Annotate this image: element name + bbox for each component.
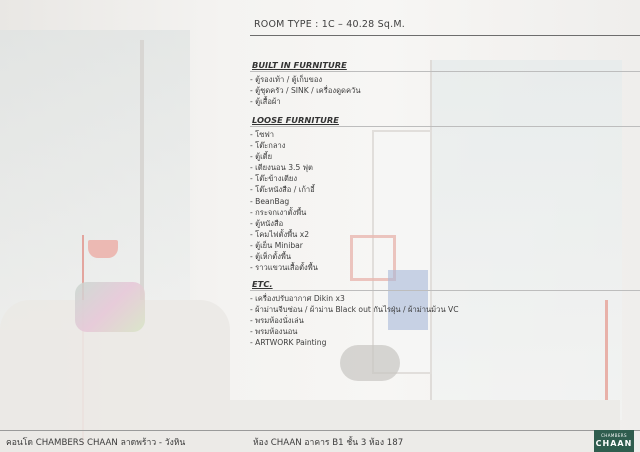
list-item: - ตู้เย็น Minibar xyxy=(250,240,303,250)
item-list xyxy=(250,74,640,107)
list-item: - ผ้าม่านจีบซ่อน / ผ้าม่าน Black out กันไรฝุ่น / ผ้าม่านม้วน VC xyxy=(250,305,459,315)
floor-lamp-shade xyxy=(88,240,118,258)
list-item: - กระจกเงาตั้งพื้น xyxy=(250,207,307,217)
item-list xyxy=(250,293,640,348)
section-title: LOOSE FURNITURE xyxy=(252,115,339,125)
section-built-in-furniture xyxy=(250,60,640,107)
section-loose-furniture xyxy=(250,115,640,273)
list-item: - พรมห้องนั่งเล่น xyxy=(250,316,304,326)
footer-project-name: คอนโด CHAMBERS CHAAN ลาดพร้าว - วังหิน xyxy=(6,438,186,448)
list-item: - ARTWORK Painting xyxy=(250,338,327,348)
list-item: - เครื่องปรับอากาศ Dikin x3 xyxy=(250,294,345,303)
list-item: - โต๊ะข้างเตียง xyxy=(250,174,298,184)
section-divider xyxy=(250,71,640,72)
section-title: ETC. xyxy=(252,279,273,289)
list-item: - BeanBag xyxy=(250,196,290,206)
window-frame xyxy=(140,40,144,300)
list-item: - โต๊ะหนังสือ / เก้าอี้ xyxy=(250,185,315,195)
list-item: - โต๊ะกลาง xyxy=(250,141,286,151)
list-item: - โซฟา xyxy=(250,130,275,139)
section-divider xyxy=(250,290,640,291)
item-list xyxy=(250,129,640,273)
footer-divider xyxy=(0,430,640,431)
room-type-title: ROOM TYPE : 1C – 40.28 Sq.M. xyxy=(254,19,405,30)
list-item: - เตียงนอน 3.5 ฟุต xyxy=(250,163,313,173)
footer-unit-location: ห้อง CHAAN อาคาร B1 ชั้น 3 ห้อง 187 xyxy=(253,438,404,448)
section-title: BUILT IN FURNITURE xyxy=(252,60,347,70)
logo-small-text: CHAMBERS xyxy=(601,433,627,438)
header-divider xyxy=(250,35,640,36)
section-divider xyxy=(250,126,640,127)
list-item: - ตู้รองเท้า / ตู้เก็บของ xyxy=(250,75,323,84)
list-item: - ตู้หนังสือ xyxy=(250,218,284,228)
chambers-chaan-logo xyxy=(594,430,634,452)
logo-big-text: CHAAN xyxy=(595,439,633,448)
patterned-pillow xyxy=(75,282,145,332)
list-item: - ตู้ชุดครัว / SINK / เครื่องดูดควัน xyxy=(250,86,361,96)
list-item: - พรมห้องนอน xyxy=(250,327,298,337)
list-item: - ตู้เตี้ย xyxy=(250,152,273,162)
list-item: - ตู้เห็กตั้งพื้น xyxy=(250,252,292,262)
list-item: - ตู้เสื้อผ้า xyxy=(250,97,281,107)
section-etc xyxy=(250,279,640,348)
list-item: - ราวแขวนเสื้อตั้งพื้น xyxy=(250,263,318,273)
pouf xyxy=(340,345,400,381)
list-item: - โคมไฟตั้งพื้น x2 xyxy=(250,229,310,239)
